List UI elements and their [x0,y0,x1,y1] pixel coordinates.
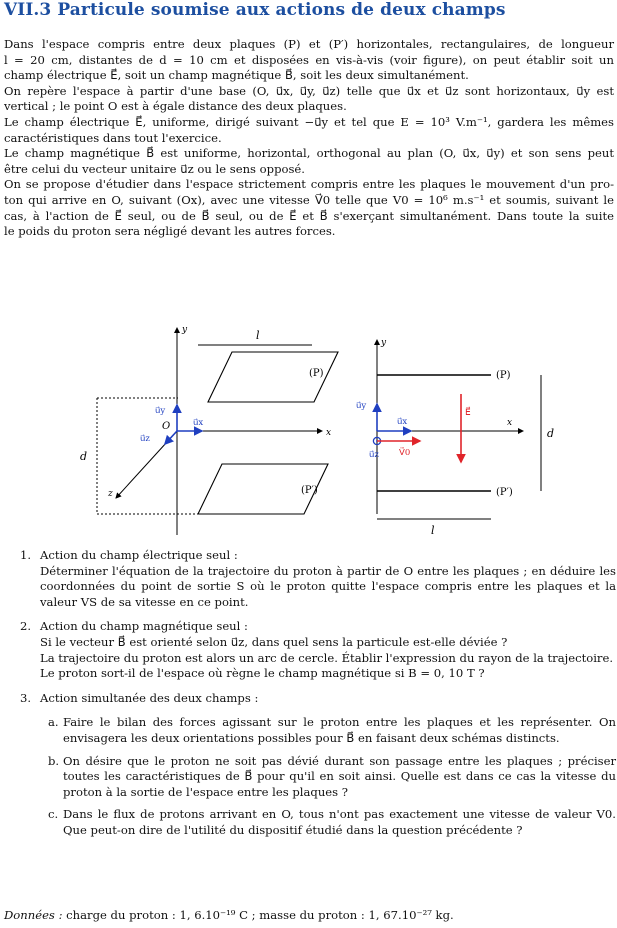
intro-line: caractéristiques dans tout l'exercice. [4,130,222,145]
top-plate-label: (P) [496,370,511,381]
subquestion-text: Faire le bilan des forces agissant sur le proton entre les plaques et les représenter. On envisagera les deux orientations possibles pour B⃗ en faisant deux schémas distincts. [63,715,616,745]
subquestion-a [20,715,616,746]
length-label: l [431,524,435,537]
subquestion-letter: b. [48,753,60,768]
question-3 [20,691,616,707]
distance-label: d [80,450,88,463]
given-data [4,908,614,923]
intro-line: être celui du vecteur unitaire u⃗z ou le sens opposé. [4,161,305,176]
intro-line: Le champ magnétique B⃗ est uniforme, horizontal, orthogonal au plan (O, u⃗x, u⃗y) et son sens peut [4,146,614,161]
y-axis-label: y [182,325,188,335]
subquestion-letter: a. [48,715,59,730]
plates-figure [70,300,570,540]
length-label: l [256,329,260,342]
intro-line: On repère l'espace à partir d'une base (O, u⃗x, u⃗y, u⃗z) telle que u⃗x et u⃗z sont horizontaux, u⃗y est [4,83,614,98]
question-number: 3. [20,690,32,705]
subquestion-b [20,754,616,801]
subquestion-text: Dans le flux de protons arrivant en O, tous n'ont pas exactement une vitesse de valeur V0. Que peut-on dire de l'utilité du dispositif étudié dans la question précédente ? [63,807,616,837]
intro-line: l = 20 cm, distantes de d = 10 cm et disposées en vis-à-vis (voir figure), on peut établir soit un [4,52,614,67]
given-data-label: Données : [4,908,63,922]
e-field-label: E⃗ [465,408,471,418]
origin-label: O [162,421,171,432]
intro-line: champ électrique E⃗, soit un champ magnétique B⃗, soit les deux simultanément. [4,68,469,83]
intro-line: le poids du proton sera négligé devant les autres forces. [4,224,336,239]
uy-label: u⃗y [356,401,367,411]
intro-line: vertical ; le point O est à égale distance des deux plaques. [4,99,347,114]
questions-list [20,548,616,846]
question-line: Le proton sort-il de l'espace où règne le champ magnétique si B = 0, 10 T ? [40,666,485,681]
x-axis-label: x [326,428,332,438]
question-number: 2. [20,619,32,634]
intro-text [4,37,614,240]
subquestion-letter: c. [48,807,59,822]
question-title: Action du champ électrique seul : [40,548,238,562]
question-title: Action du champ magnétique seul : [40,619,248,634]
bottom-plate-label: (P′) [301,485,318,496]
question-2 [20,619,616,681]
y-axis-label: y [381,338,387,348]
subquestion-c [20,807,616,838]
intro-line: Le champ électrique E⃗, uniforme, dirigé suivant −u⃗y et tel que E = 10³ V.m⁻¹, gardera les mêmes [4,114,614,129]
x-axis-label: x [507,418,513,428]
distance-label: d [547,427,555,440]
subquestion-text: On désire que le proton ne soit pas dévié durant son passage entre les plaques ; préciser toutes les caractéristiques de B⃗ pour qu'il en soit ainsi. Quelle est dans ce cas la vitesse du proton à la sortie de l'espace entre les plaques ? [63,753,616,799]
question-1 [20,548,616,610]
uz-vector [165,431,177,444]
top-plate-label: (P) [309,368,324,379]
side-view [356,338,554,537]
given-data-text: charge du proton : 1, 6.10⁻¹⁹ C ; masse du proton : 1, 67.10⁻²⁷ kg. [62,908,454,922]
question-line: La trajectoire du proton est alors un arc de cercle. Établir l'expression du rayon de la trajectoire. [40,650,614,665]
question-line: Si le vecteur B⃗ est orienté selon u⃗z, dans quel sens la particule est-elle déviée ? [40,634,508,649]
bottom-plate-label: (P′) [496,487,513,498]
ux-label: u⃗x [397,417,408,427]
uz-label: u⃗z [369,450,379,460]
ux-label: u⃗x [193,418,204,428]
question-title: Action simultanée des deux champs : [40,690,259,705]
intro-line: ton qui arrive en O, suivant (Ox), avec une vitesse V⃗0 telle que V0 = 10⁶ m.s⁻¹ et soumis, suivant le [4,192,614,207]
question-text: Déterminer l'équation de la trajectoire du proton à partir de O entre les plaques ; en déduire les coordonnées du point de sortie S où le proton quitte l'espace compris entre les plaques et la valeur VS de sa vitesse en ce point. [40,563,616,609]
uz-label: u⃗z [140,434,150,444]
plates-diagram [70,300,570,540]
uy-label: u⃗y [155,406,166,416]
v0-label: V⃗0 [399,448,411,458]
z-axis-label: z [108,489,113,499]
intro-line: Dans l'espace compris entre deux plaques (P) et (P′) horizontales, rectangulaires, de longueur [4,37,614,51]
question-number: 1. [20,548,32,562]
intro-line: On se propose d'étudier dans l'espace strictement compris entre les plaques le mouvement d'un pro- [4,177,614,192]
perspective-view [80,325,338,535]
intro-line: cas, à l'action de E⃗ seul, ou de B⃗ seul, ou de E⃗ et B⃗ s'exerçant simultanément. Dans toute la suite [4,208,614,223]
section-title: VII.3 Particule soumise aux actions de deux champs [4,0,506,20]
